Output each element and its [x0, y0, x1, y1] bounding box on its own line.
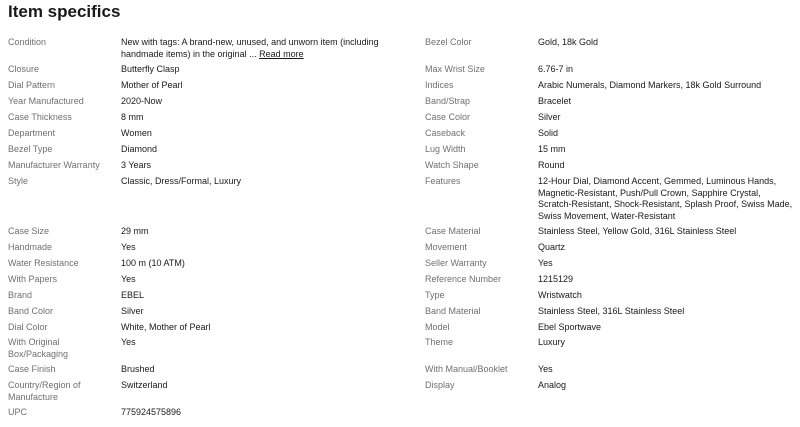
spec-value: Brushed	[121, 364, 155, 374]
spec-value-condition	[121, 37, 381, 60]
spec-value: 775924575896	[121, 407, 182, 417]
condition-text: New with tags: A brand-new, unused, and unworn item (including handmade items) in the original ...	[121, 37, 379, 59]
spec-label: Reference Number	[425, 274, 502, 284]
spec-label: UPC	[8, 407, 28, 417]
spec-label: Indices	[425, 80, 454, 90]
spec-value: Wristwatch	[538, 290, 582, 300]
spec-label: Case Material	[425, 226, 481, 236]
spec-label: With Original Box/Packaging	[8, 337, 69, 359]
spec-value: Ebel Sportwave	[538, 322, 602, 332]
spec-value: Yes	[538, 258, 553, 268]
spec-label: Manufacturer Warranty	[8, 160, 100, 170]
spec-label: Water Resistance	[8, 258, 79, 268]
spec-value: 1215129	[538, 274, 574, 284]
spec-value: 2020-Now	[121, 96, 163, 106]
spec-label: Theme	[425, 337, 454, 347]
spec-value: Yes	[121, 337, 136, 347]
spec-label: Watch Shape	[425, 160, 479, 170]
spec-value: Women	[121, 128, 152, 138]
spec-value: Diamond	[121, 144, 158, 154]
spec-value: 12-Hour Dial, Diamond Accent, Gemmed, Luminous Hands, Magnetic-Resistant, Push/Pull Crown, Sapphire Crystal, Scratch-Resistant, Shock-Resistant, Splash Proof, Swiss Made, Swiss Movement, Water-Resistant	[538, 176, 793, 221]
spec-value: 100 m (10 ATM)	[121, 258, 185, 268]
spec-label: Display	[425, 380, 455, 390]
read-more-link[interactable]: Read more	[259, 48, 304, 59]
spec-value: Luxury	[538, 337, 566, 347]
spec-value: Quartz	[538, 242, 566, 252]
spec-label: Band Material	[425, 306, 481, 316]
spec-label: Department	[8, 128, 56, 138]
spec-value: Arabic Numerals, Diamond Markers, 18k Gold Surround	[538, 80, 762, 90]
spec-label: Case Color	[425, 112, 471, 122]
spec-label: Type	[425, 290, 445, 300]
spec-label: Brand	[8, 290, 33, 300]
spec-value: White, Mother of Pearl	[121, 322, 211, 332]
spec-value: Round	[538, 160, 565, 170]
spec-value: 29 mm	[121, 226, 149, 236]
spec-value: 15 mm	[538, 144, 566, 154]
spec-label: Max Wrist Size	[425, 64, 485, 74]
spec-value: 8 mm	[121, 112, 144, 122]
spec-label: Case Finish	[8, 364, 56, 374]
spec-label: Closure	[8, 64, 40, 74]
spec-label: Features	[425, 176, 461, 186]
spec-label-bezel-color: Bezel Color	[425, 37, 472, 47]
spec-value-bezel-color: Gold, 18k Gold	[538, 37, 599, 47]
spec-label-condition: Condition	[8, 37, 47, 47]
spec-label: Seller Warranty	[425, 258, 487, 268]
spec-value: Switzerland	[121, 380, 168, 390]
spec-value: Solid	[538, 128, 559, 138]
spec-label: Country/Region of Manufacture	[8, 380, 81, 402]
spec-value: Butterfly Clasp	[121, 64, 180, 74]
spec-label: Band/Strap	[425, 96, 471, 106]
spec-label: Bezel Type	[8, 144, 53, 154]
spec-value: EBEL	[121, 290, 145, 300]
spec-label: Handmade	[8, 242, 53, 252]
spec-label: Case Thickness	[8, 112, 72, 122]
spec-value: 3 Years	[121, 160, 152, 170]
spec-value: Stainless Steel, 316L Stainless Steel	[538, 306, 685, 316]
spec-value: Stainless Steel, Yellow Gold, 316L Stainless Steel	[538, 226, 737, 236]
spec-label: Style	[8, 176, 29, 186]
spec-value: Bracelet	[538, 96, 572, 106]
spec-value: Yes	[121, 274, 136, 284]
spec-label: Dial Color	[8, 322, 48, 332]
spec-label: Band Color	[8, 306, 54, 316]
spec-label: Dial Pattern	[8, 80, 56, 90]
spec-label: With Papers	[8, 274, 58, 284]
spec-label: Lug Width	[425, 144, 466, 154]
spec-label: Year Manufactured	[8, 96, 84, 106]
spec-value: Analog	[538, 380, 567, 390]
spec-value: Classic, Dress/Formal, Luxury	[121, 176, 242, 186]
spec-value: Silver	[121, 306, 144, 316]
spec-value: Yes	[538, 364, 553, 374]
spec-label: Case Size	[8, 226, 50, 236]
spec-value: 6.76-7 in	[538, 64, 574, 74]
spec-label: Model	[425, 322, 450, 332]
page-title: Item specifics	[8, 2, 121, 21]
spec-value: Silver	[538, 112, 561, 122]
spec-label: With Manual/Booklet	[425, 364, 508, 374]
spec-value: Yes	[121, 242, 136, 252]
spec-label: Caseback	[425, 128, 466, 138]
spec-label: Movement	[425, 242, 468, 252]
spec-value: Mother of Pearl	[121, 80, 183, 90]
